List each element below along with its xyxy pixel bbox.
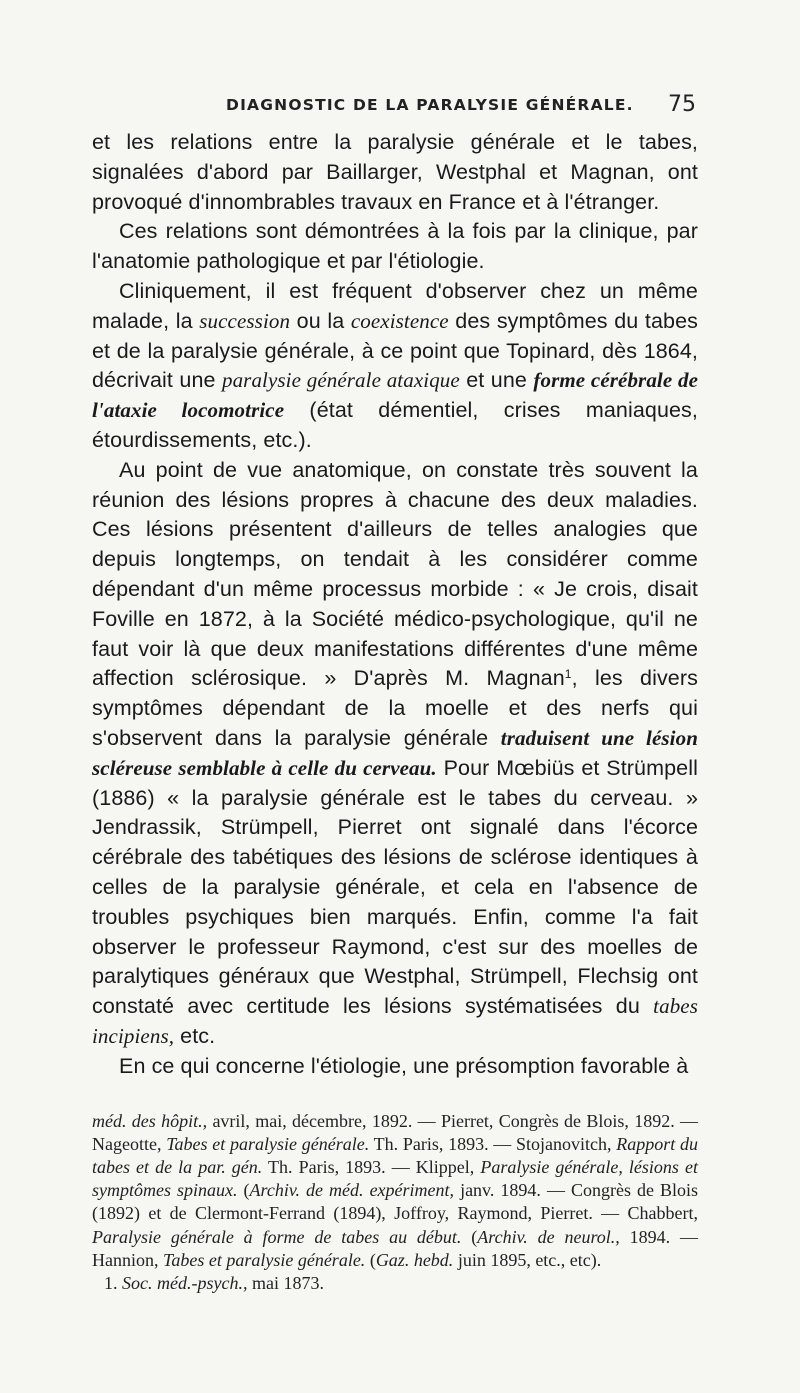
fn-italic-g: Paralysie générale, lésions et symptômes spinaux. — [92, 1156, 698, 1201]
fn-text-d: Th. Paris, 1893. — Stojanovitch, — [369, 1133, 617, 1154]
p3-text-g: et une — [459, 368, 534, 393]
p3-text-a: Cliniquement, il est fréquent d'observer chez un même malade, la — [92, 278, 698, 333]
p3-italic-coexistence: coexistence — [350, 308, 449, 333]
running-title: DIAGNOSTIC DE LA PARALYSIE GÉNÉRALE. — [226, 96, 634, 114]
p3-text-c: ou la — [290, 308, 351, 333]
p3-italic-succession: succession — [199, 308, 291, 333]
fn-italic-o: Tabes et paralysie générale. — [163, 1249, 366, 1270]
p3-text-i: (état démentiel, crises maniaques, étourdissements, etc.). — [92, 398, 698, 452]
p4-italic-lesion-scleureuse: traduisent une lésion scléreuse semblable à celle du cerveau. — [92, 725, 698, 780]
fn-italic-k: Paralysie générale à forme de tabes au début. — [92, 1226, 462, 1247]
fn-text-p: ( — [365, 1249, 376, 1270]
p4-text-b: , les divers symptômes dépendant de la moelle et des nerfs qui s'observent dans la paralysie générale — [92, 666, 698, 750]
fn-text-n: 1894. — Hannion, — [92, 1226, 699, 1270]
main-text — [92, 128, 698, 1082]
fn-italic-i: Archiv. de méd. expériment, — [249, 1180, 455, 1201]
paragraph-4 — [92, 456, 698, 1052]
page-header — [92, 92, 698, 128]
p4-text-a: Au point de vue anatomique, on constate très souvent la réunion des lésions propres à chacune des deux maladies. Ces lésions présentent d'ailleurs de telles analogies que depuis longtemps, on tendait à les considérer comme dépendant d'un même processus morbide : « Je crois, disait Foville en 1872, à la Société médico-psychologique, qu'il ne faut voir là que deux manifestations différentes d'une même affection sclérosique. » D'après M. Magnan — [92, 457, 698, 691]
book-page — [92, 92, 698, 1295]
paragraph-2: Ces relations sont démontrées à la fois par la clinique, par l'anatomie pathologique et par l'étiologie. — [92, 219, 698, 274]
p4-text-f: etc. — [174, 1023, 216, 1048]
fn-text-r: juin 1895, etc., etc). — [453, 1249, 602, 1270]
footnote-continued — [92, 1110, 698, 1272]
p4-italic-tabes-incipiens: tabes incipiens, — [92, 994, 698, 1048]
p3-italic-paralysie-ataxique: paralysie générale ataxique — [221, 368, 460, 393]
footnotes — [92, 1110, 698, 1296]
fn-italic-a: méd. des hôpit., — [92, 1110, 208, 1131]
p3-text-e: des symptômes du tabes et de la paralysie générale, à ce point que Topinard, dès 1864, décrivait une — [92, 308, 698, 393]
p4-text-d: Pour Mœbiüs et Strümpell (1886) « la paralysie générale est le tabes du cerveau. » Jendrassik, Strümpell, Pierret ont signalé dans l'écorce cérébrale des tabétiques des lésions de sclérose identiques à celles de la paralysie générale, et cela en l'absence de troubles psychiques bien marqués. Enfin, comme l'a fait observer le professeur Raymond, c'est sur des moelles de paralytiques généraux que Westphal, Strümpell, Flechsig ont constaté avec certitude les lésions systématisées du — [92, 755, 698, 1019]
fn-text-f: Th. Paris, 1893. — Klippel, — [262, 1156, 481, 1177]
fn-text-j: janv. 1894. — Congrès de Blois (1892) et de Clermont-Ferrand (1894), Joffroy, Raymond, Pierret. — Chabbert, — [92, 1180, 699, 1224]
paragraph-5: En ce qui concerne l'étiologie, une présomption favorable à — [119, 1053, 689, 1078]
footnote-ref-1: 1 — [564, 667, 572, 682]
fn-text-l: ( — [461, 1226, 478, 1247]
fn1-text: mai 1873. — [247, 1272, 324, 1293]
fn-italic-e: Rapport du tabes et de la par. gén. — [92, 1133, 698, 1177]
fn-italic-q: Gaz. hebd. — [375, 1249, 454, 1270]
fn-italic-c: Tabes et paralysie générale. — [166, 1133, 370, 1154]
paragraph-1: et les relations entre la paralysie générale et le tabes, signalées d'abord par Baillarger, Westphal et Magnan, ont provoqué d'innombrables travaux en France et à l'étranger. — [92, 130, 698, 214]
p3-italic-forme-cerebrale: forme cérébrale de l'ataxie locomotrice — [92, 368, 699, 423]
footnote-1 — [92, 1272, 698, 1295]
paragraph-3 — [92, 277, 698, 456]
fn-italic-m: Archiv. de neurol., — [477, 1226, 620, 1247]
fn1-italic: Soc. méd.-psych., — [122, 1272, 248, 1293]
fn-text-b: avril, mai, décembre, 1892. — Pierret, Congrès de Blois, 1892. — Nageotte, — [92, 1110, 699, 1154]
footnote-number: 1. — [104, 1272, 118, 1293]
fn-text-h: ( — [237, 1180, 250, 1201]
page-number: 75 — [668, 92, 696, 117]
